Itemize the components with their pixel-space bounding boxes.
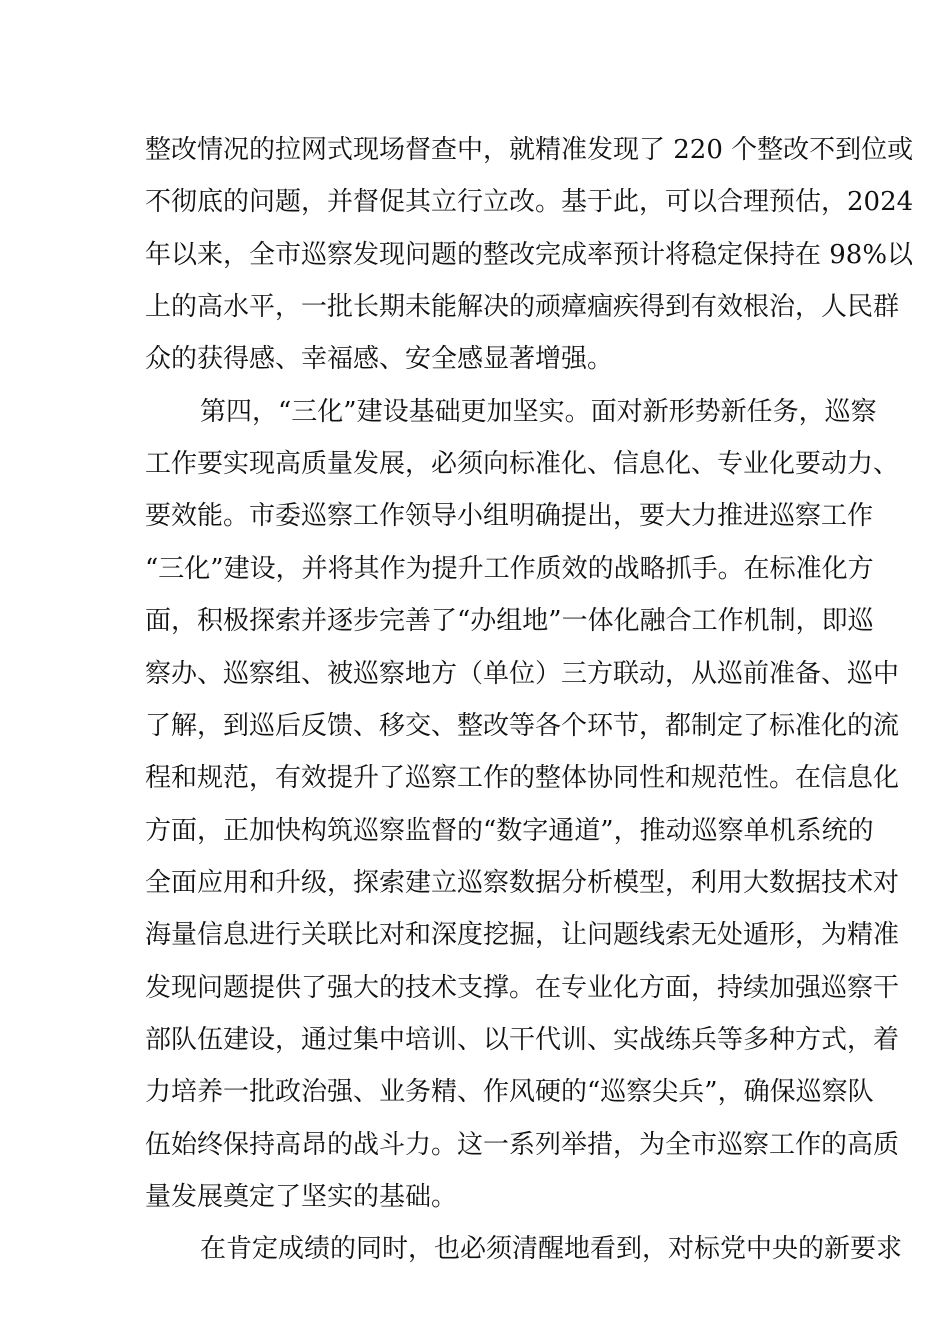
text-line: 众的获得感、幸福感、安全感显著增强。 — [145, 344, 614, 375]
text-line: 方面，正加快构筑巡察监督的“数字通道”，推动巡察单机系统的 — [145, 815, 874, 846]
text-line: “三化”建设，并将其作为提升工作质效的战略抓手。在标准化方 — [145, 553, 874, 584]
text-line: 面，积极探索并逐步完善了“办组地”一体化融合工作机制，即巡 — [145, 606, 874, 637]
text-line: 不彻底的问题，并督促其立行立改。基于此，可以合理预估，2024 — [145, 187, 914, 218]
text-line: 要效能。市委巡察工作领导小组明确提出，要大力推进巡察工作 — [145, 501, 874, 532]
text-line: 发现问题提供了强大的技术支撑。在专业化方面，持续加强巡察干 — [145, 972, 900, 1003]
text-line: 在肯定成绩的同时，也必须清醒地看到，对标党中央的新要求 — [200, 1234, 903, 1265]
text-line: 力培养一批政治强、业务精、作风硬的“巡察尖兵”，确保巡察队 — [145, 1077, 874, 1108]
text-line: 伍始终保持高昂的战斗力。这一系列举措，为全市巡察工作的高质 — [145, 1129, 900, 1160]
text-line: 部队伍建设，通过集中培训、以干代训、实战练兵等多种方式，着 — [145, 1024, 900, 1055]
text-line: 年以来，全市巡察发现问题的整改完成率预计将稳定保持在 98%以 — [145, 239, 914, 270]
text-line: 上的高水平，一批长期未能解决的顽瘴痼疾得到有效根治，人民群 — [145, 292, 900, 323]
text-line: 察办、巡察组、被巡察地方（单位）三方联动，从巡前准备、巡中 — [145, 658, 900, 689]
text-line: 整改情况的拉网式现场督查中，就精准发现了 220 个整改不到位或 — [145, 135, 914, 165]
text-line: 第四，“三化”建设基础更加坚实。面对新形势新任务，巡察 — [200, 396, 877, 427]
text-line: 工作要实现高质量发展，必须向标准化、信息化、专业化要动力、 — [145, 449, 900, 480]
text-line: 海量信息进行关联比对和深度挖掘，让问题线索无处遁形，为精准 — [145, 920, 900, 951]
text-line: 量发展奠定了坚实的基础。 — [145, 1182, 458, 1212]
text-line: 了解，到巡后反馈、移交、整改等各个环节，都制定了标准化的流 — [145, 710, 900, 741]
text-line: 程和规范，有效提升了巡察工作的整体协同性和规范性。在信息化 — [145, 763, 900, 794]
text-line: 全面应用和升级，探索建立巡察数据分析模型，利用大数据技术对 — [145, 867, 900, 898]
